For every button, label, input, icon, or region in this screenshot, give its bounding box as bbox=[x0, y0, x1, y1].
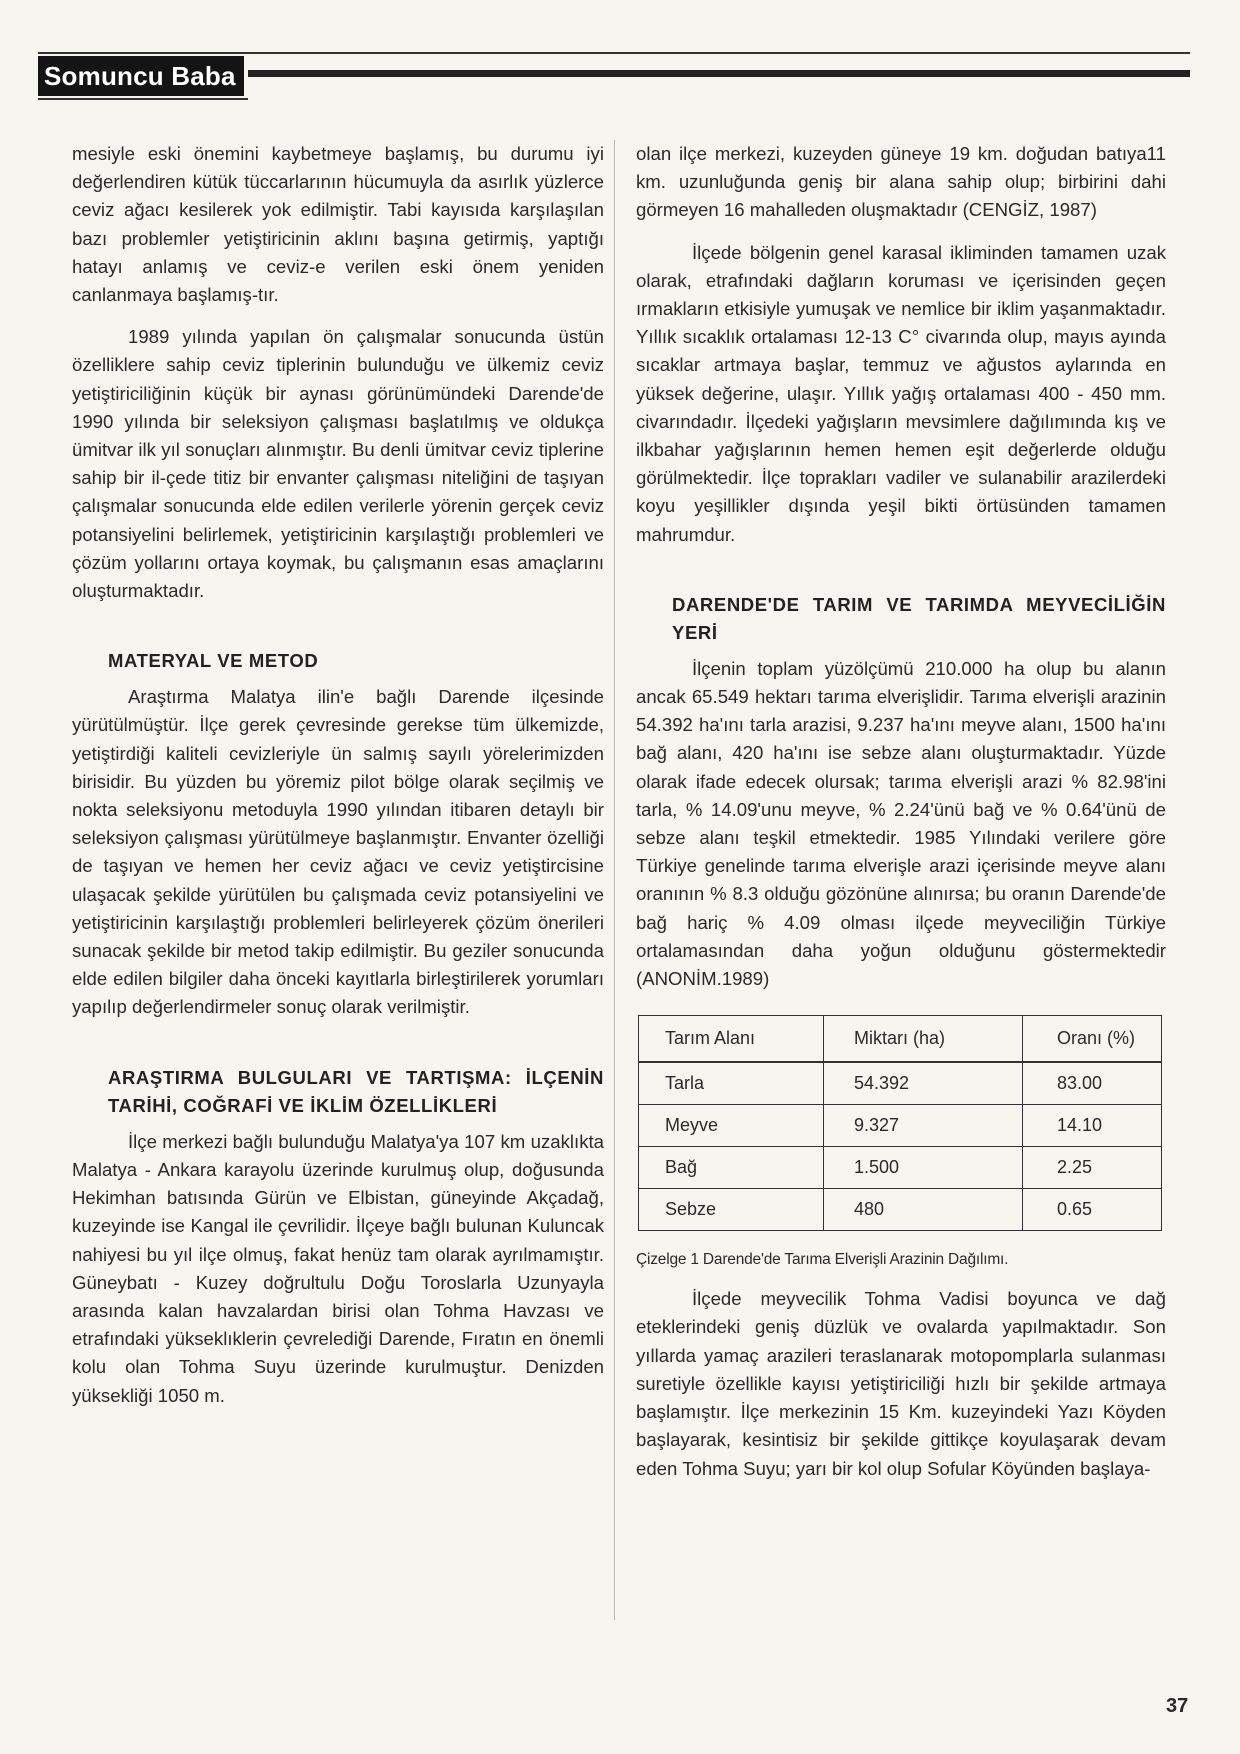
left-column bbox=[72, 140, 604, 1410]
header-thick-rule bbox=[248, 70, 1190, 77]
table-header-row bbox=[639, 1016, 1162, 1063]
section-heading-method: MATERYAL VE METOD bbox=[108, 650, 319, 672]
header-top-rule bbox=[38, 52, 1190, 54]
table-header-cell: Oranı (%) bbox=[1023, 1016, 1162, 1063]
table-row bbox=[639, 1062, 1162, 1105]
paragraph: İlçe merkezi bağlı bulunduğu Malatya'ya 107 km uzaklıkta Malatya - Ankara karayolu üzerinde kurulmuş olup, doğusunda Hekimhan batısında Gürün ve Elbistan, güneyinde Akçadağ, kuzeyinde ise Kangal ile çevrilidir. İlçeye bağlı bulunan Kuluncak nahiyesi bu yıl ilçe olmuş, fakat henüz tam olarak ayrılmamıştır. Güneybatı - Kuzey doğrultulu Doğu Toroslarla Uzunyayla arasında kalan havzalardan birisi olan Tohma Havzası ve etrafındaki yükseklıklerin çevrelediği Darende, Fıratın en önemli kolu olan Tohma Suyu üzerinde kurulmuştur. Denizden yüksekliği 1050 m. bbox=[72, 1130, 604, 1406]
table-cell: 14.10 bbox=[1023, 1105, 1162, 1147]
paragraph: mesiyle eski önemini kaybetmeye başlamış, bu durumu iyi değerlendiren kütük tüccarlarının hücumuyla da asırlık yüzlerce ceviz ağacı kesilerek yok edilmiştir. Tabi kayısıda karşılaşılan bazı problemler yetiştiricinin aklını başına getirmiş, yaptığı hatayı anlamış ve ceviz-e verilen eski önem yeniden canlanmaya başlamış-tır. bbox=[72, 143, 604, 306]
section-heading-agriculture: DARENDE'DE TARIM VE TARIMDA MEYVECİLİĞİN YERİ bbox=[672, 593, 1166, 643]
table-row bbox=[639, 1105, 1162, 1147]
page-header bbox=[38, 52, 1190, 100]
table-cell: 2.25 bbox=[1023, 1147, 1162, 1189]
header-under-rule bbox=[38, 98, 248, 100]
table-cell: 9.327 bbox=[824, 1105, 1023, 1147]
table-cell: Bağ bbox=[639, 1147, 824, 1189]
column-divider bbox=[614, 140, 615, 1620]
table-cell: Sebze bbox=[639, 1189, 824, 1231]
table-cell: Meyve bbox=[639, 1105, 824, 1147]
land-distribution-table bbox=[638, 1015, 1162, 1231]
paragraph: İlçede meyvecilik Tohma Vadisi boyunca ve dağ eteklerindeki geniş düzlük ve ovalarda yapılmaktadır. Son yıllarda yamaç arazileri teraslanarak motopomplarla sulanması suretiyle özellikle kayısı yetiştiriciliği hızlı bir şekilde artmaya başlamıştır. İlçe merkezinin 15 Km. kuzeyindeki Yazı Köyden başlayarak, kesintisiz bir şekilde gittikçe koyulaşarak devam eden Tohma Suyu; yarı bir kol olup Sofular Köyünden başlaya- bbox=[636, 1288, 1166, 1479]
table-caption: Çizelge 1 Darende'de Tarıma Elverişli Arazinin Dağılımı. bbox=[636, 1251, 1009, 1269]
table-header-cell: Tarım Alanı bbox=[639, 1016, 824, 1063]
paragraph: İlçede bölgenin genel karasal ikliminden tamamen uzak olarak, etrafındaki dağların koruması ve içerisinden geçen ırmakların etkisiyle yumuşak ve nemlice bir iklim yaşanmaktadır. Yıllık sıcaklık ortalaması 12-13 C° civarında olup, mayıs ayında sıcaklar artmaya başlar, temmuz ve ağustos aylarında en yüksek değerine, ulaşır. Yıllık yağış ortalaması 400 - 450 mm. civarındadır. İlçedeki yağışların mevsimlere dağılımında kış ve ilkbahar yağışlarının hemen hemen eşit değerlerde olduğu görülmektedir. İlçe toprakları vadiler ve sulanabilir arazilerdeki koyu yeşillikler dışında yeşil bikti örtüsünden tamamen mahrumdur. bbox=[636, 241, 1166, 545]
table-cell: 54.392 bbox=[824, 1062, 1023, 1105]
table-row bbox=[639, 1189, 1162, 1231]
page-number: 37 bbox=[1166, 1695, 1189, 1717]
right-column bbox=[636, 140, 1166, 1483]
paragraph: olan ilçe merkezi, kuzeyden güneye 19 km. doğudan batıya11 km. uzunluğunda geniş bir alana sahip olup; birbirini dahi görmeyen 16 mahalleden oluşmaktadır (CENGİZ, 1987) bbox=[636, 143, 1166, 221]
table-cell: 1.500 bbox=[824, 1147, 1023, 1189]
table-cell: 480 bbox=[824, 1189, 1023, 1231]
paragraph: 1989 yılında yapılan ön çalışmalar sonucunda üstün özelliklere sahip ceviz tiplerinin bulunduğu ve ülkemiz ceviz yetiştiriciliğinin küçük bir aynası görünümündeki Darende'de 1990 yılında bir seleksiyon çalışması başlatılmış ve oldukça ümitvar ilk yıl sonuçları alınmıştır. Bu denli ümitvar ceviz tiplerine sahip bir il-çede titiz bir envanter çalışması niteliğini de taşıyan çalışmalar sonucunda elde edilen verilerle yörenin gerçek ceviz potansiyelini belirlemek, yetiştiricinin karşılaştığı problemleri ve çözüm yollarını ortaya koymak, bu çalışmanın esas amaçlarını oluşturmaktadır. bbox=[72, 326, 604, 602]
table-header-cell: Miktarı (ha) bbox=[824, 1016, 1023, 1063]
journal-title: Somuncu Baba bbox=[38, 56, 244, 96]
table-cell: 83.00 bbox=[1023, 1062, 1162, 1105]
paragraph: Araştırma Malatya ilin'e bağlı Darende ilçesinde yürütülmüştür. İlçe gerek çevresinde gerekse tüm ülkemizde, yetiştirdiği kaliteli cevizleriyle ün salmış sayılı yörelerimizden birisidir. Bu yüzden bu yöremiz pilot bölge olarak seçilmiş ve nokta seleksiyonu metoduyla 1990 yılından itibaren detaylı bir seleksiyon çalışması yürütülmeye başlanmıştır. Envanter özelliği de taşıyan ve hemen her ceviz ağacı ve ceviz yetiştircisine ulaşacak şekilde yürütülen bu çalışmada ceviz potansiyelini ve yetiştiricinin karşılaştığı problemleri belirleyerek çözüm önerileri sunacak şekilde bir metod takip edilmiştir. Bu geziler sonucunda elde edilen bilgiler daha önceki kayıtlarla birleştirilerek yorumları yapılıp değerlendirmeler sonuç olarak verilmiştir. bbox=[72, 686, 604, 1018]
paragraph: İlçenin toplam yüzölçümü 210.000 ha olup bu alanın ancak 65.549 hektarı tarıma elverişlidir. Tarıma elverişli arazinin 54.392 ha'ını tarla arazisi, 9.237 ha'ını meyve alanı, 1500 ha'ını bağ alanı, 420 ha'ını ise sebze alanı oluşturmaktadır. Yüzde olarak ifade edecek olursak; tarıma elverişli arazi % 82.98'ini tarla, % 14.09'unu meyve, % 2.24'ünü bağ ve % 0.64'ünü de sebze alanı teşkil etmektedir. 1985 Yılındaki verilere göre Türkiye genelinde tarıma elverişle arazi içerisinde meyve alanı oranının % 8.3 olduğu gözönüne alınırsa; bu oranın Darende'de bağ hariç % 4.09 olması ilçede meyveciliğin Türkiye ortalamasından daha yoğun olduğunu göstermektedir (ANONİM.1989) bbox=[636, 657, 1166, 990]
table-cell: 0.65 bbox=[1023, 1189, 1162, 1231]
table-cell: Tarla bbox=[639, 1062, 824, 1105]
section-heading-results: ARAŞTIRMA BULGULARI VE TARTIŞMA: İLÇENİN TARİHİ, COĞRAFİ VE İKLİM ÖZELLİKLERİ bbox=[108, 1066, 604, 1116]
table-row bbox=[639, 1147, 1162, 1189]
